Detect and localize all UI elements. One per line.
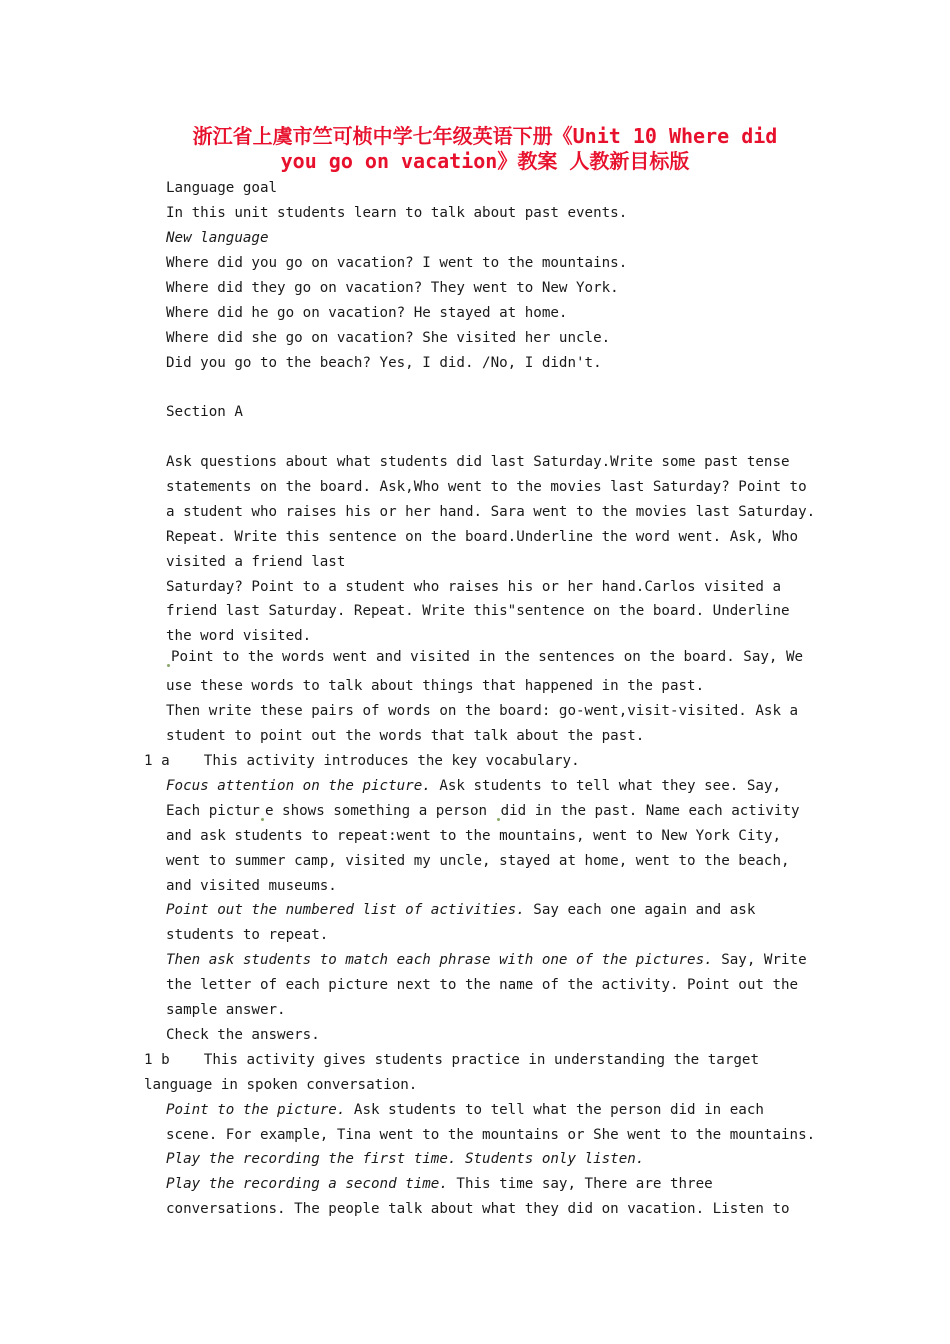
- text-span: did in the past. Name each activity: [500, 803, 800, 819]
- instruction-italic: Play the recording the first time. Students only listen.: [166, 1151, 645, 1167]
- text-line: language in spoken conversation.: [144, 1077, 418, 1093]
- language-goal-heading: Language goal: [166, 180, 278, 196]
- text-line: [166, 647, 803, 667]
- text-line: friend last Saturday. Repeat. Write this"sentence on the board. Underline: [166, 603, 790, 619]
- new-language-heading: New language: [166, 230, 269, 246]
- text-line: [166, 900, 755, 920]
- section-a-heading: Section A: [166, 404, 243, 420]
- text-line: went to summer camp, visited my uncle, stayed at home, went to the beach,: [166, 853, 790, 869]
- text-line: student to point out the words that talk about the past.: [166, 728, 645, 744]
- stray-mark: [497, 818, 500, 821]
- text-span: This time say, There are three: [447, 1176, 713, 1192]
- text-span: Ask students to tell what they see. Say,: [430, 778, 782, 794]
- text-line: the word visited.: [166, 628, 312, 644]
- text-span: Say, Write: [712, 952, 807, 968]
- activity-1b-heading: 1 b This activity gives students practice in understanding the target: [144, 1052, 759, 1068]
- text-line: use these words to talk about things that happened in the past.: [166, 678, 705, 694]
- text-line: students to repeat.: [166, 927, 329, 943]
- text-line: Where did they go on vacation? They went to New York.: [166, 280, 619, 296]
- text-span: Ask students to tell what the person did in each: [345, 1102, 764, 1118]
- text-line: [166, 1100, 764, 1120]
- text-line: [166, 776, 781, 796]
- instruction-italic: Point out the numbered list of activities.: [166, 902, 525, 918]
- activity-1a-heading: 1 a This activity introduces the key vocabulary.: [144, 753, 580, 769]
- instruction-italic: Focus attention on the picture.: [166, 778, 431, 794]
- text-span: Each pictur: [166, 803, 260, 819]
- text-line: Saturday? Point to a student who raises his or her hand.Carlos visited a: [166, 579, 781, 595]
- text-line: sample answer.: [166, 1002, 286, 1018]
- text-line: Where did he go on vacation? He stayed at home.: [166, 305, 568, 321]
- text-line: Repeat. Write this sentence on the board.Underline the word went. Ask, Who: [166, 529, 799, 545]
- text-line: [166, 1174, 713, 1194]
- text-line: scene. For example, Tina went to the mountains or She went to the mountains.: [166, 1127, 816, 1143]
- text-line: a student who raises his or her hand. Sara went to the movies last Saturday.: [166, 504, 816, 520]
- instruction-italic: Point to the picture.: [166, 1102, 346, 1118]
- text-span: e shows something a person: [264, 803, 496, 819]
- text-line: statements on the board. Ask,Who went to the movies last Saturday? Point to: [166, 479, 807, 495]
- document-title-line-1: 浙江省上虞市竺可桢中学七年级英语下册《Unit 10 Where did: [192, 124, 778, 148]
- text-line: [166, 950, 807, 970]
- text-line: and visited museums.: [166, 878, 337, 894]
- instruction-italic: Then ask students to match each phrase with one of the pictures.: [166, 952, 713, 968]
- text-line: Ask questions about what students did last Saturday.Write some past tense: [166, 454, 790, 470]
- text-line: Did you go to the beach? Yes, I did. /No, I didn't.: [166, 355, 602, 371]
- instruction-italic: Play the recording a second time.: [166, 1176, 448, 1192]
- text-line: visited a friend last: [166, 554, 346, 570]
- text-line: Where did you go on vacation? I went to the mountains.: [166, 255, 628, 271]
- text-line: and ask students to repeat:went to the mountains, went to New York City,: [166, 828, 781, 844]
- stray-mark: [167, 664, 170, 667]
- text-line: the letter of each picture next to the name of the activity. Point out the: [166, 977, 799, 993]
- text-line: In this unit students learn to talk about past events.: [166, 205, 628, 221]
- text-line: Check the answers.: [166, 1027, 320, 1043]
- text-line: conversations. The people talk about what they did on vacation. Listen to: [166, 1201, 790, 1217]
- text-line: Where did she go on vacation? She visited her uncle.: [166, 330, 611, 346]
- text-line: [166, 801, 800, 821]
- document-title-line-2: you go on vacation》教案 人教新目标版: [280, 149, 690, 173]
- stray-mark: [261, 818, 264, 821]
- text-line: Then write these pairs of words on the board: go-went,visit-visited. Ask a: [166, 703, 799, 719]
- text-span: Point to the words went and visited in the sentences on the board. Say, We: [171, 649, 804, 665]
- text-span: Say each one again and ask: [524, 902, 756, 918]
